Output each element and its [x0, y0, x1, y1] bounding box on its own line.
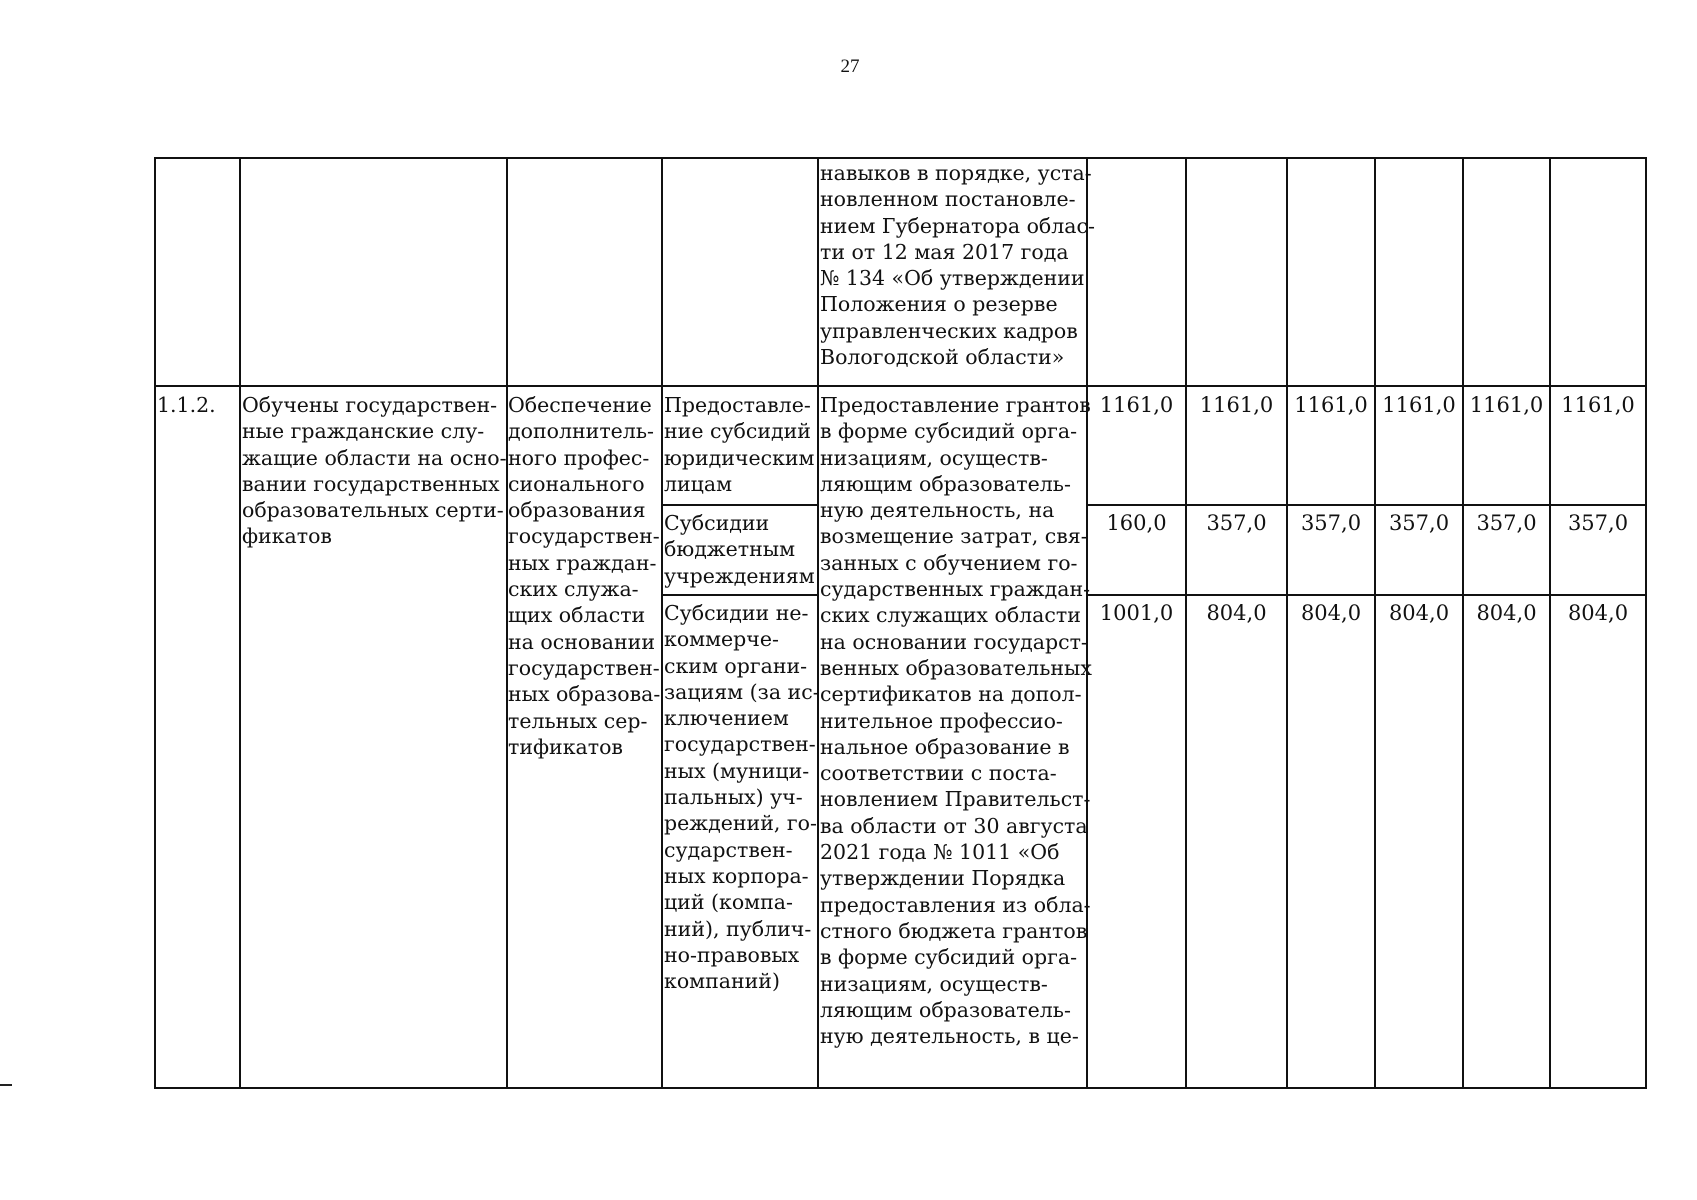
expense-type-nonprofits: Субсидии не- коммерче- ским органи- зациям (за ис- ключением государствен- ных (муници- пальных) уч- реждений, го- сударствен- ных корпора- ций (компа- ний), публич- но-правовых компаний) — [664, 601, 820, 994]
value-cell: 1161,0 — [1561, 393, 1635, 417]
value-cell: 357,0 — [1476, 511, 1537, 535]
result-text: Обучены государствен- ные гражданские слу- жащие области на осно- вании государственных образовательных серти- фикатов — [242, 393, 507, 549]
continuation-text: навыков в порядке, уста- новленном постановле- нием Губернатора облас- ти от 12 мая 2017 года № 134 «Об утверждении Положения о резерве управленческих кадров Вологодской области» — [820, 161, 1095, 370]
subrow-divider — [661, 594, 818, 596]
description-text: Предоставление грантов в форме субсидий орга- низациям, осуществ- ляющим образователь- ную деятельность, на возмещение затрат, свя- занных с обучением го- сударственных граждан- ских служащих области на основании государст- венных образовательных сертификатов на допол- нительное профессио- нальное образование в соответствии с поста- новлением Правительст- ва области от 30 августа 2021 года № 1011 «Об утверждении Порядка предоставления из обла- стного бюджета грантов в форме субсидий орга- низациям, осуществ- ляющим образователь- ную деятельность, в це- — [820, 393, 1092, 1049]
value-cell: 804,0 — [1300, 601, 1362, 625]
value-cell: 357,0 — [1206, 511, 1267, 535]
page-number: 27 — [840, 56, 860, 77]
value-cell: 1161,0 — [1294, 393, 1368, 417]
table-border-top — [154, 157, 1647, 159]
value-cell: 1161,0 — [1382, 393, 1456, 417]
table-border-left — [154, 157, 156, 1089]
column-divider — [239, 157, 241, 1089]
value-cell: 804,0 — [1567, 601, 1629, 625]
value-cell: 357,0 — [1388, 511, 1450, 535]
value-cell: 357,0 — [1567, 511, 1629, 535]
table-border-bottom — [154, 1087, 1647, 1089]
value-cell: 1161,0 — [1099, 393, 1174, 417]
expense-type-legal-entities: Предоставле- ние субсидий юридическим лицам — [664, 393, 815, 496]
subrow-divider — [661, 504, 818, 506]
table-border-right — [1645, 157, 1647, 1089]
subrow-divider — [1087, 504, 1647, 506]
value-cell: 1001,0 — [1099, 601, 1174, 625]
value-cell: 1161,0 — [1199, 393, 1274, 417]
measure-text: Обеспечение дополнитель- ного профес- сионального образования государствен- ных граждан- ских служа- щих области на основании государствен- ных образова- тельных сер- тификатов — [508, 393, 661, 759]
margin-tick — [0, 1084, 12, 1086]
value-cell: 357,0 — [1300, 511, 1362, 535]
value-cell: 804,0 — [1388, 601, 1450, 625]
value-cell: 804,0 — [1476, 601, 1537, 625]
column-divider — [661, 157, 663, 1089]
row-number: 1.1.2. — [157, 393, 216, 417]
expense-type-budget-institutions: Субсидии бюджетным учреждениям — [664, 511, 815, 588]
value-cell: 804,0 — [1206, 601, 1267, 625]
subrow-divider — [1087, 594, 1647, 596]
value-cell: 1161,0 — [1469, 393, 1544, 417]
row-divider — [154, 385, 1647, 387]
value-cell: 160,0 — [1106, 511, 1167, 535]
